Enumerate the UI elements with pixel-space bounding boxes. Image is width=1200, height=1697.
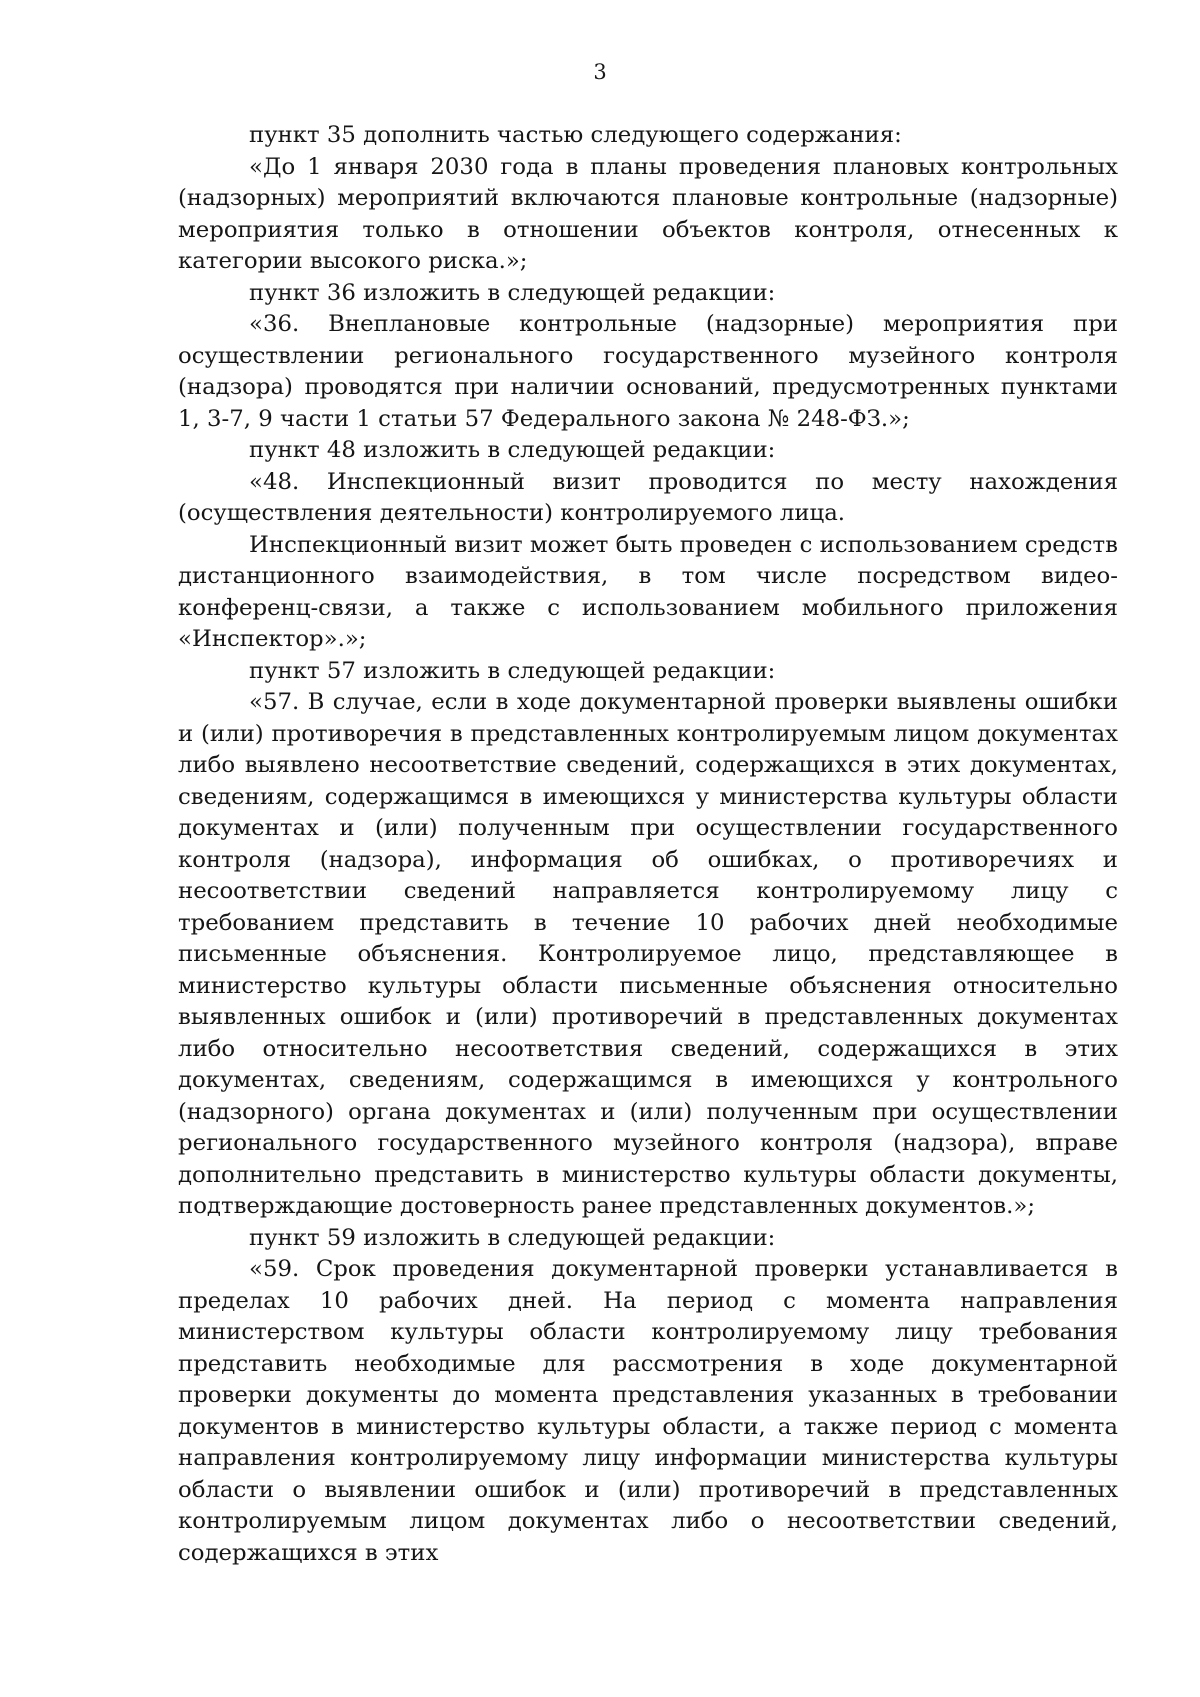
paragraph-item-36-intro: пункт 36 изложить в следующей редакции:: [249, 279, 776, 306]
paragraph-item-57-intro: пункт 57 изложить в следующей редакции:: [249, 657, 776, 684]
paragraph-item-35-intro: пункт 35 дополнить частью следующего содержания:: [249, 122, 902, 148]
paragraph-item-57-text: «57. В случае, если в ходе документарной проверки выявлены ошибки и (или) противоречия в представленных контролируемым лицом документах либо выявлено несоответствие сведений, содержащихся в этих документах, сведениям, содержащимся в имеющихся у министерства культуры области документах и (или) полученным при осуществлении государственного контроля (надзора), информация об ошибках, о противоречиях и несоответствии сведений направляется контролируемому лицу с требованием представить в течение 10 рабочих дней необходимые письменные объяснения. Контролируемое лицо, представляющее в министерство культуры области письменные объяснения относительно выявленных ошибок и (или) противоречий в представленных документах либо относительно несоответствия сведений, содержащихся в этих документах, сведениям, содержащимся в имеющихся у контрольного (надзорного) органа документах и (или) полученным при осуществлении регионального государственного музейного контроля (надзора), вправе дополнительно представить в министерство культуры области документы, подтверждающие достоверность ранее представленных документов.»;: [178, 689, 1118, 1219]
paragraph-item-59-intro: пункт 59 изложить в следующей редакции:: [249, 1224, 776, 1251]
paragraph-item-35-text: «До 1 января 2030 года в планы проведения плановых контрольных (надзорных) мероприятий включаются плановые контрольные (надзорные) мероприятия только в отношении объектов контроля, отнесенных к категории высокого риска.»;: [178, 153, 1118, 274]
paragraph-item-48-text: «48. Инспекционный визит проводится по месту нахождения (осуществления деятельности) контролируемого лица.: [178, 468, 1118, 526]
document-body: [178, 120, 1118, 1569]
paragraph-item-48-intro: пункт 48 изложить в следующей редакции:: [249, 437, 776, 463]
paragraph-item-48-text-continued: Инспекционный визит может быть проведен с использованием средств дистанционного взаимодействия, в том числе посредством видео-конференц-связи, а также с использованием мобильного приложения «Инспектор».»;: [178, 531, 1118, 652]
paragraph-item-59-text: «59. Срок проведения документарной проверки устанавливается в пределах 10 рабочих дней. На период с момента направления министерством культуры области контролируемому лицу требования представить необходимые для рассмотрения в ходе документарной проверки документы до момента представления указанных в требовании документов в министерство культуры области, а также период с момента направления контролируемому лицу информации министерства культуры области о выявлении ошибок и (или) противоречий в представленных контролируемым лицом документах либо о несоответствии сведений, содержащихся в этих: [178, 1256, 1118, 1566]
paragraph-item-36-text: «36. Внеплановые контрольные (надзорные) мероприятия при осуществлении регионального государственного музейного контроля (надзора) проводятся при наличии оснований, предусмотренных пунктами 1, 3-7, 9 части 1 статьи 57 Федерального закона № 248-ФЗ.»;: [178, 311, 1118, 432]
page-number: 3: [593, 60, 607, 84]
